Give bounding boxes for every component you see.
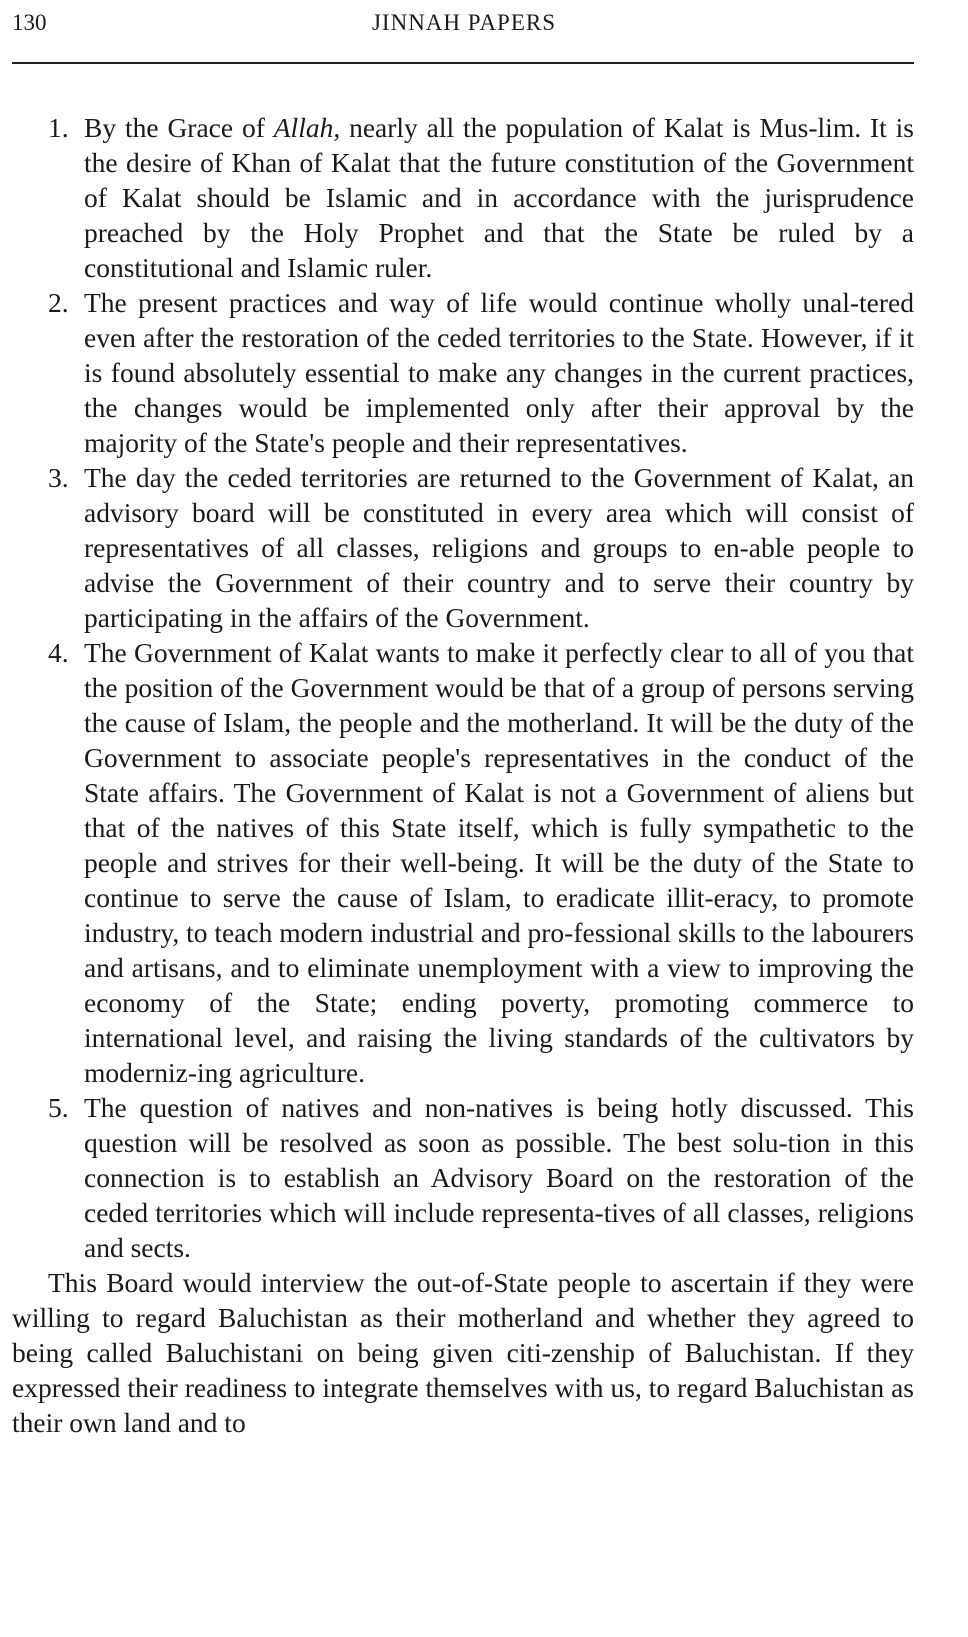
page-header xyxy=(12,10,916,46)
point-text: The present practices and way of life would continue wholly unal-tered even after the restoration of the ceded territories to the State. However, if it is found absolutely essential to make any changes in the current practices, the changes would be implemented only after their approval by the majority of the State's people and their representatives. xyxy=(84,287,914,458)
header-rule xyxy=(12,62,914,64)
body-text xyxy=(12,110,914,1440)
point-number: 5. xyxy=(48,1092,69,1123)
page-number: 130 xyxy=(12,10,47,35)
point-number: 2. xyxy=(48,287,69,318)
point-number: 1. xyxy=(48,112,69,143)
numbered-points xyxy=(12,110,914,1265)
point-item xyxy=(12,1090,914,1265)
point-item xyxy=(12,635,914,1090)
point-text: The question of natives and non-natives is being hotly discussed. This question will be resolved as soon as possible. The best solu-tion in this connection is to establish an Advisory Board on the restoration of the ceded territories which will include representa-tives of all classes, religions and sects. xyxy=(84,1092,914,1263)
point-text: By the Grace of Allah, nearly all the population of Kalat is Mus-lim. It is the desire of Khan of Kalat that the future constitution of the Government of Kalat should be Islamic and in accordance with the jurisprudence preached by the Holy Prophet and that the State be ruled by a constitutional and Islamic ruler. xyxy=(84,112,914,283)
point-text: The Government of Kalat wants to make it perfectly clear to all of you that the position of the Government would be that of a group of persons serving the cause of Islam, the people and the motherland. It will be the duty of the Government to associate people's representatives in the conduct of the State affairs. The Government of Kalat is not a Government of aliens but that of the natives of this State itself, which is fully sympathetic to the people and strives for their well-being. It will be the duty of the State to continue to serve the cause of Islam, to eradicate illit-eracy, to promote industry, to teach modern industrial and pro-fessional skills to the labourers and artisans, and to eliminate unemployment with a view to improving the economy of the State; ending poverty, promoting commerce to international level, and raising the living standards of the cultivators by moderniz-ing agriculture. xyxy=(84,637,914,1088)
point-number: 4. xyxy=(48,637,69,668)
italic-term: Allah, xyxy=(273,112,341,143)
point-number: 3. xyxy=(48,462,69,493)
point-item xyxy=(12,110,914,285)
closing-paragraph: This Board would interview the out-of-State people to ascertain if they were willing to regard Baluchistan as their motherland and whether they agreed to being called Baluchistani on being given citi-zenship of Baluchistan. If they expressed their readiness to integrate themselves with us, to regard Baluchistan as their own land and to xyxy=(12,1267,914,1438)
point-text: The day the ceded territories are returned to the Government of Kalat, an advisory board will be constituted in every area which will consist of representatives of all classes, religions and groups to en-able people to advise the Government of their country and to serve their country by participating in the affairs of the Government. xyxy=(84,462,914,633)
running-title: JINNAH PAPERS xyxy=(371,10,557,35)
point-item xyxy=(12,460,914,635)
point-item xyxy=(12,285,914,460)
